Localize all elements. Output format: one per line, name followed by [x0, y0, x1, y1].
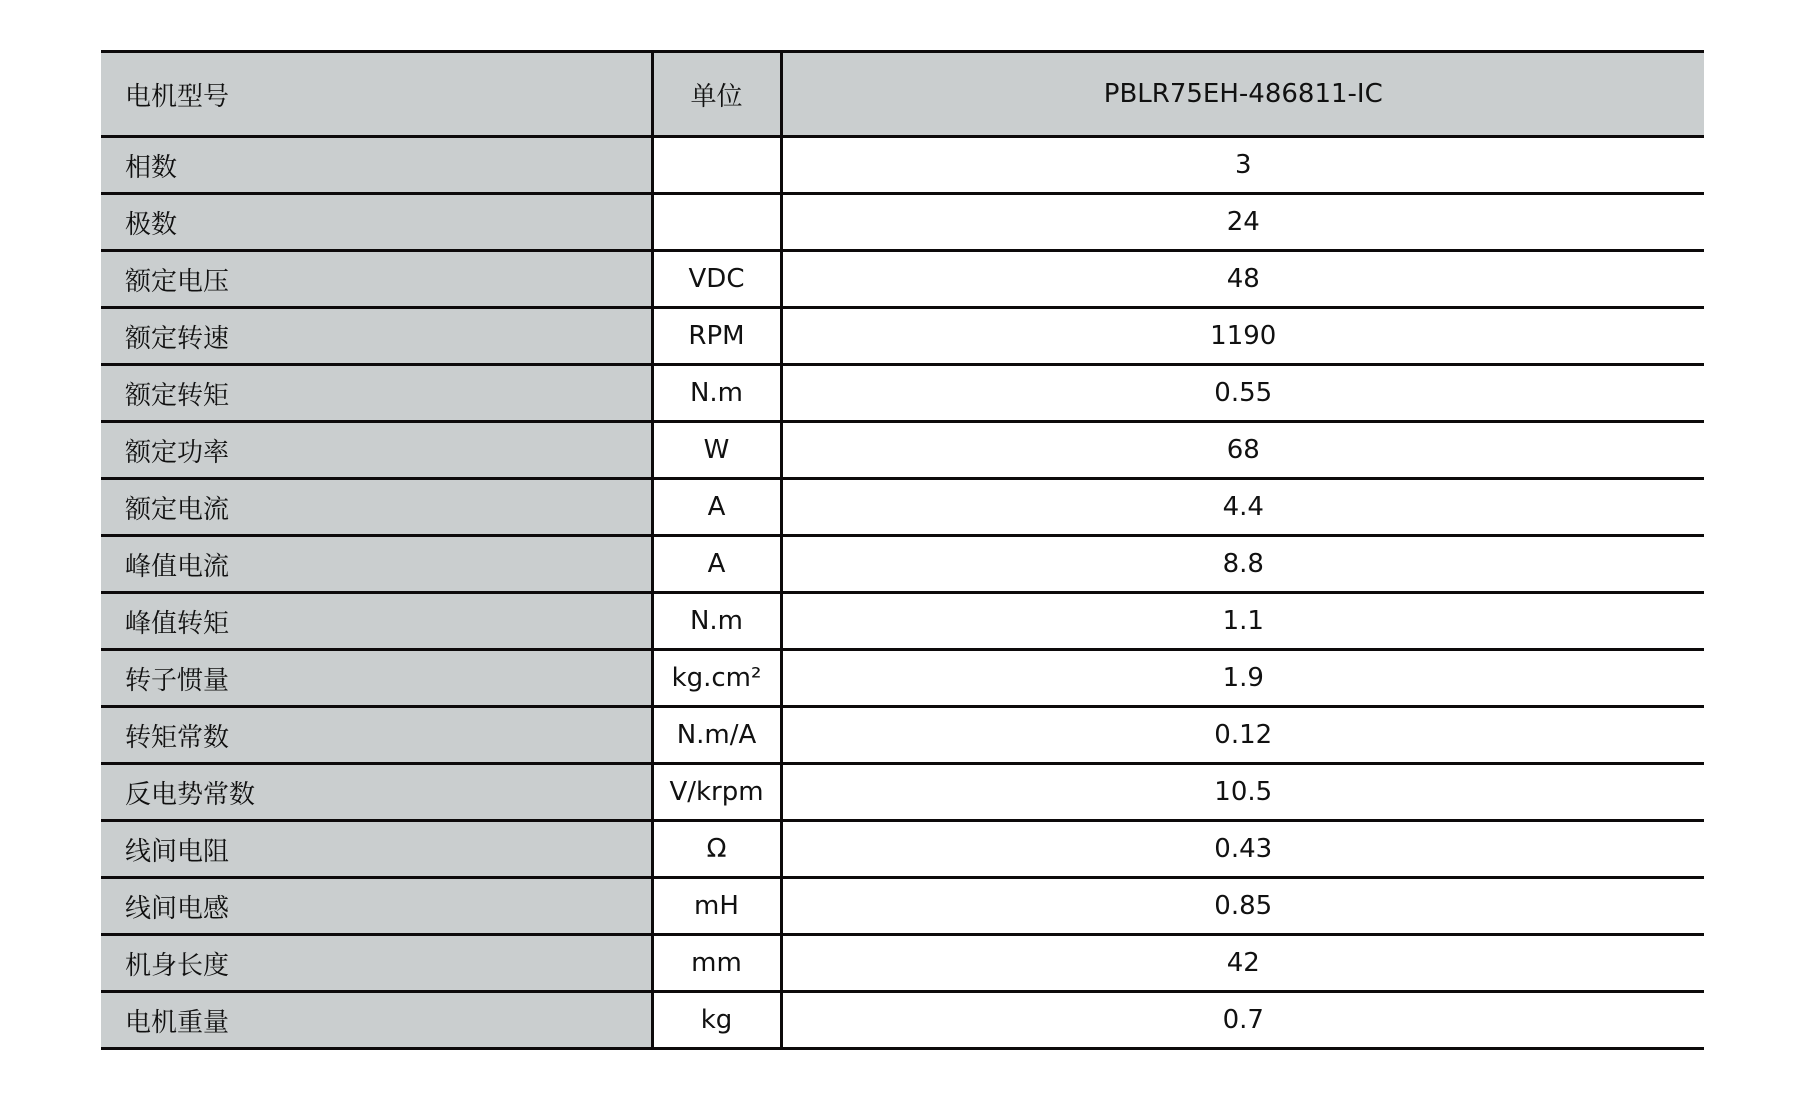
table-header-row [101, 52, 1704, 137]
param-name: 反电势常数 [101, 764, 652, 821]
table-row-line-inductance [101, 878, 1704, 935]
table-row-peak-torque [101, 593, 1704, 650]
param-name: 额定电压 [101, 251, 652, 308]
param-unit: Ω [652, 821, 781, 878]
param-value: 0.85 [781, 878, 1704, 935]
param-unit: kg.cm² [652, 650, 781, 707]
header-model: PBLR75EH-486811-IC [781, 52, 1704, 137]
param-name: 转子惯量 [101, 650, 652, 707]
param-name: 额定功率 [101, 422, 652, 479]
param-value: 68 [781, 422, 1704, 479]
param-unit: A [652, 536, 781, 593]
param-unit: N.m [652, 593, 781, 650]
table-row-rated-power [101, 422, 1704, 479]
param-name: 相数 [101, 137, 652, 194]
param-name: 极数 [101, 194, 652, 251]
motor-spec-table [101, 50, 1704, 1050]
header-param: 电机型号 [101, 52, 652, 137]
param-name: 转矩常数 [101, 707, 652, 764]
table-row-rotor-inertia [101, 650, 1704, 707]
param-name: 额定转速 [101, 308, 652, 365]
param-unit: V/krpm [652, 764, 781, 821]
table-row-rated-voltage [101, 251, 1704, 308]
param-value: 8.8 [781, 536, 1704, 593]
param-unit: N.m [652, 365, 781, 422]
param-unit [652, 194, 781, 251]
table-row-rated-current [101, 479, 1704, 536]
param-unit: RPM [652, 308, 781, 365]
param-value: 0.43 [781, 821, 1704, 878]
param-name: 机身长度 [101, 935, 652, 992]
table-row-body-length [101, 935, 1704, 992]
param-value: 42 [781, 935, 1704, 992]
param-unit: VDC [652, 251, 781, 308]
table-row-torque-constant [101, 707, 1704, 764]
param-value: 0.12 [781, 707, 1704, 764]
param-name: 额定转矩 [101, 365, 652, 422]
param-unit: mH [652, 878, 781, 935]
param-name: 峰值电流 [101, 536, 652, 593]
param-unit [652, 137, 781, 194]
param-unit: N.m/A [652, 707, 781, 764]
param-value: 10.5 [781, 764, 1704, 821]
param-value: 3 [781, 137, 1704, 194]
param-unit: kg [652, 992, 781, 1049]
header-unit: 单位 [652, 52, 781, 137]
param-unit: mm [652, 935, 781, 992]
param-name: 线间电阻 [101, 821, 652, 878]
table-row-phases [101, 137, 1704, 194]
param-value: 48 [781, 251, 1704, 308]
param-value: 4.4 [781, 479, 1704, 536]
param-name: 峰值转矩 [101, 593, 652, 650]
param-name: 线间电感 [101, 878, 652, 935]
table-row-line-resistance [101, 821, 1704, 878]
param-name: 额定电流 [101, 479, 652, 536]
table-row-poles [101, 194, 1704, 251]
param-value: 1.1 [781, 593, 1704, 650]
table-row-back-emf-constant [101, 764, 1704, 821]
param-value: 24 [781, 194, 1704, 251]
param-name: 电机重量 [101, 992, 652, 1049]
table-row-rated-speed [101, 308, 1704, 365]
param-value: 1.9 [781, 650, 1704, 707]
param-value: 0.55 [781, 365, 1704, 422]
table-row-rated-torque [101, 365, 1704, 422]
table-row-motor-weight [101, 992, 1704, 1049]
table-row-peak-current [101, 536, 1704, 593]
param-value: 1190 [781, 308, 1704, 365]
param-unit: W [652, 422, 781, 479]
param-unit: A [652, 479, 781, 536]
param-value: 0.7 [781, 992, 1704, 1049]
